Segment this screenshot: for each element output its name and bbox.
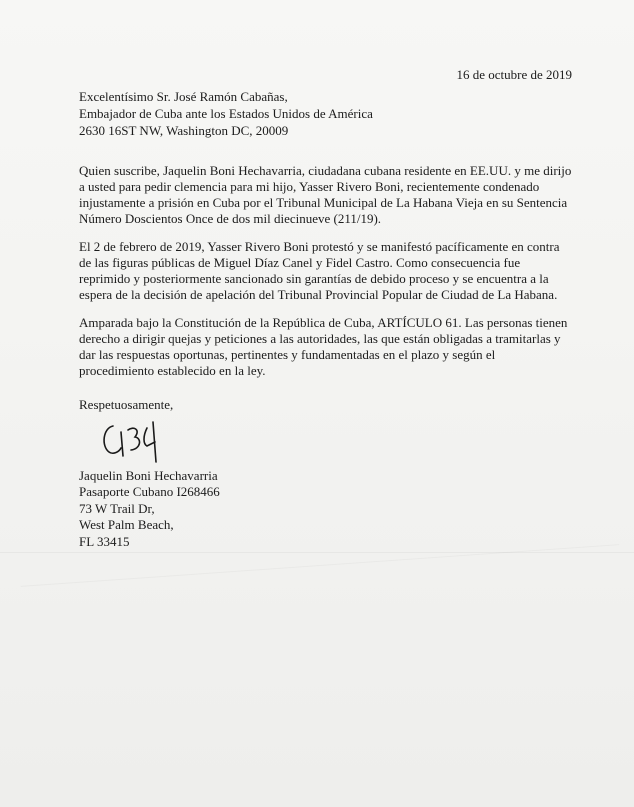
- body-paragraph: Amparada bajo la Constitución de la República de Cuba, ARTÍCULO 61. Las personas tienen derecho a dirigir quejas y peticiones a las autoridades, las que están obligadas a tramitarlas y dar las respuestas oportunas, pertinentes y fundamentadas en el plazo y según el procedimiento establecido en la ley.: [79, 315, 568, 378]
- letter-body: [79, 163, 573, 391]
- handwritten-signature: [95, 412, 175, 464]
- addressee-block: [79, 88, 373, 139]
- closing-salutation: Respetuosamente,: [79, 397, 174, 412]
- body-paragraph: El 2 de febrero de 2019, Yasser Rivero Boni protestó y se manifestó pacíficamente en contra de las figuras públicas de Miguel Díaz Canel y Fidel Castro. Como consecuencia fue reprimido y posteriormente sancionado sin garantías de debido proceso y se encuentra a la espera de la decisión de apelación del Tribunal Provincial Popular de Ciudad de La Habana.: [79, 239, 560, 302]
- addressee-line: Embajador de Cuba ante los Estados Unidos de América: [79, 106, 373, 121]
- addressee-line: Excelentísimo Sr. José Ramón Cabañas,: [79, 89, 288, 104]
- paper-crease: [0, 552, 634, 553]
- signer-line: Pasaporte Cubano I268466: [79, 484, 220, 500]
- letter-date: 16 de octubre de 2019: [456, 67, 572, 82]
- signer-line: West Palm Beach,: [79, 517, 174, 533]
- signer-line: 73 W Trail Dr,: [79, 500, 155, 516]
- signer-block: [79, 468, 220, 550]
- signer-line: Jaquelin Boni Hechavarria: [79, 468, 218, 483]
- paper-crease: [21, 544, 620, 587]
- body-paragraph: Quien suscribe, Jaquelin Boni Hechavarria, ciudadana cubana residente en EE.UU. y me dirijo a usted para pedir clemencia para mi hijo, Yasser Rivero Boni, recientemente condenado injustamente a prisión en Cuba por el Tribunal Municipal de La Habana Vieja en su Sentencia Número Doscientos Once de dos mil diecinueve (211/19).: [79, 163, 572, 226]
- addressee-line: 2630 16ST NW, Washington DC, 20009: [79, 123, 289, 138]
- signer-line: FL 33415: [79, 533, 130, 549]
